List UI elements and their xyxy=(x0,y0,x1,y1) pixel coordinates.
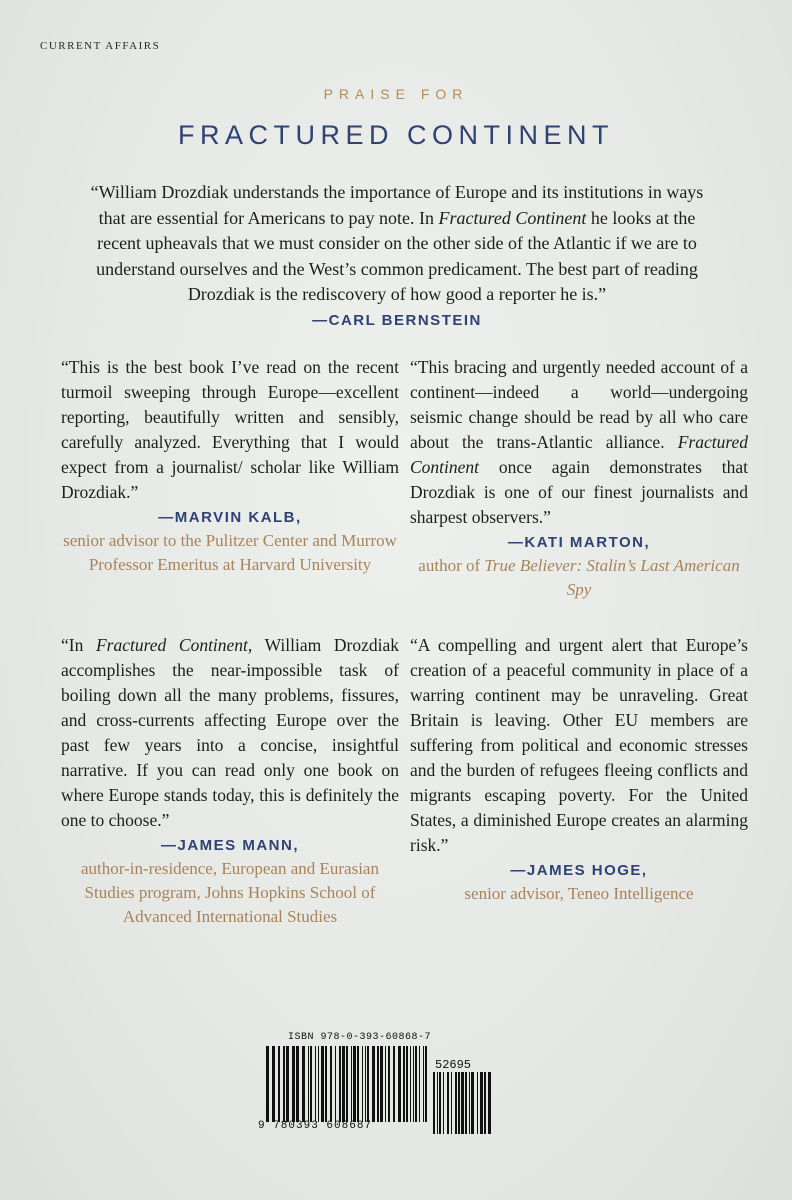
barcode-bar xyxy=(335,1046,336,1122)
barcode-bar xyxy=(318,1046,319,1122)
barcode-bar xyxy=(372,1046,375,1122)
quote-text: “In xyxy=(61,635,96,655)
attribution-role: senior advisor, Teneo Intelligence xyxy=(464,884,694,903)
quote-hoge xyxy=(410,633,748,906)
barcode-bar xyxy=(403,1046,405,1122)
quote-mann xyxy=(61,633,399,929)
barcode-addon-bars xyxy=(433,1072,491,1134)
quote-bernstein xyxy=(82,180,712,332)
barcode-bar xyxy=(283,1046,285,1122)
price-code: 52695 xyxy=(435,1058,472,1072)
quote-text: once again demonstrates that Drozdiak is one of our finest journalists and sharpest observers.” xyxy=(410,457,748,527)
barcode-bar xyxy=(484,1072,486,1134)
barcode-bar xyxy=(410,1046,411,1122)
barcode-bar xyxy=(353,1046,356,1122)
barcode-bar xyxy=(272,1046,275,1122)
barcode-bar xyxy=(451,1072,452,1134)
barcode-bar xyxy=(465,1072,467,1134)
barcode-bar xyxy=(398,1046,401,1122)
attribution-name: —CARL BERNSTEIN xyxy=(312,311,482,329)
barcode-bar xyxy=(433,1072,435,1134)
attribution-name: —KATI MARTON, xyxy=(507,534,651,551)
barcode-bar xyxy=(480,1072,483,1134)
barcode-bar xyxy=(437,1072,438,1134)
barcode-bar xyxy=(477,1072,478,1134)
quote-italic-title: Fractured Continent xyxy=(410,432,748,477)
barcode-bar xyxy=(308,1046,309,1122)
quote-text: “A compelling and urgent alert that Europe’s creation of a peaceful community in place of a warring continent may be unraveling. Great Britain is leaving. Other EU members are suffering from political and economic stresses and the burden of refugees fleeing conflicts and migrants escaping poverty. For the United States, a diminished Europe creates an alarming risk.” xyxy=(410,635,748,855)
barcode-bar xyxy=(367,1046,369,1122)
quote-marton xyxy=(410,355,748,602)
quote-text: he looks at the recent upheavals that we must consider on the other side of the Atlantic if we are to understand ourselves and the West’s common predicament. The best part of reading Drozdiak is the rediscovery of how good a reporter he is.” xyxy=(96,207,698,304)
barcode-bar xyxy=(439,1072,441,1134)
barcode-bar xyxy=(443,1072,444,1134)
category-label: CURRENT AFFAIRS xyxy=(40,40,161,52)
attribution-role: senior advisor to the Pulitzer Center and Murrow Professor Emeritus at Harvard University xyxy=(63,531,397,574)
barcode-bar xyxy=(423,1046,424,1122)
attribution-role: author-in-residence, European and Eurasian Studies program, Johns Hopkins School of Advanced International Studies xyxy=(81,859,379,926)
quote-text: “William Drozdiak understands the importance of Europe and its institutions in ways that are essential for Americans to pay note. In xyxy=(90,182,704,228)
barcode-bar xyxy=(393,1046,395,1122)
barcode-bar xyxy=(346,1046,348,1122)
barcode-bar xyxy=(325,1046,327,1122)
barcode-bar xyxy=(415,1046,417,1122)
barcode-bar xyxy=(286,1046,289,1122)
barcode-bar xyxy=(365,1046,366,1122)
attribution-role-prefix: author of xyxy=(418,556,485,575)
isbn-barcode xyxy=(258,1020,530,1138)
quote-italic-title: Fractured Continent xyxy=(95,635,248,655)
barcode-bar xyxy=(406,1046,408,1122)
barcode-bar xyxy=(321,1046,324,1122)
barcode-bar xyxy=(471,1072,474,1134)
barcode-bar xyxy=(278,1046,280,1122)
quote-text: “This bracing and urgently needed account of a continent—indeed a world—undergoing seismic change should be read by all who care about the trans-Atlantic alliance. xyxy=(410,357,748,452)
attribution-role xyxy=(410,554,748,602)
barcode-bar xyxy=(380,1046,383,1122)
barcode-bar xyxy=(266,1046,269,1122)
quote-italic-title: Fractured Continent xyxy=(438,207,587,228)
barcode-digits: 9 780393 608687 xyxy=(258,1120,373,1132)
barcode-bar xyxy=(357,1046,359,1122)
barcode-bar xyxy=(302,1046,305,1122)
barcode-bar xyxy=(296,1046,299,1122)
attribution-name: —JAMES HOGE, xyxy=(510,862,648,879)
barcode-bar xyxy=(425,1046,427,1122)
barcode-bar xyxy=(385,1046,386,1122)
barcode-bar xyxy=(377,1046,379,1122)
praise-for-heading: PRAISE FOR xyxy=(323,86,469,102)
barcode-bar xyxy=(461,1072,464,1134)
barcode-bar xyxy=(458,1072,460,1134)
barcode-bar xyxy=(469,1072,470,1134)
barcode-bar xyxy=(315,1046,316,1122)
isbn-label: ISBN 978-0-393-60868-7 xyxy=(288,1032,432,1043)
quote-kalb xyxy=(61,355,399,577)
barcode-bar xyxy=(342,1046,345,1122)
quote-text: “This is the best book I’ve read on the recent turmoil sweeping through Europe—excellent reporting, beautifully written and sensibly, carefully analyzed. Everything that I would expect from a journalist/ scholar like William Drozdiak.” xyxy=(61,357,399,502)
barcode-bar xyxy=(488,1072,491,1134)
barcode-bar xyxy=(351,1046,352,1122)
barcode-bar xyxy=(292,1046,295,1122)
barcode-bar xyxy=(447,1072,449,1134)
quote-text: , William Drozdiak accomplishes the near-impossible task of boiling down all the many problems, fissures, and cross-currents affecting Europe over the past few years into a concise, insightful narrative. If you can read only one book on where Europe stands today, this is definitely the one to choose.” xyxy=(61,635,399,830)
barcode-main-bars xyxy=(266,1046,428,1122)
attribution-name: —MARVIN KALB, xyxy=(158,509,302,526)
attribution-role-title: True Believer: Stalin’s Last American Spy xyxy=(484,556,740,599)
barcode-bar xyxy=(419,1046,420,1122)
book-title: FRACTURED CONTINENT xyxy=(178,120,614,150)
barcode-bar xyxy=(362,1046,363,1122)
barcode-bar xyxy=(310,1046,312,1122)
barcode-bar xyxy=(339,1046,341,1122)
attribution-name: —JAMES MANN, xyxy=(160,837,299,854)
barcode-bar xyxy=(388,1046,390,1122)
barcode-bar xyxy=(330,1046,332,1122)
barcode-bar xyxy=(455,1072,457,1134)
barcode-bar xyxy=(413,1046,414,1122)
